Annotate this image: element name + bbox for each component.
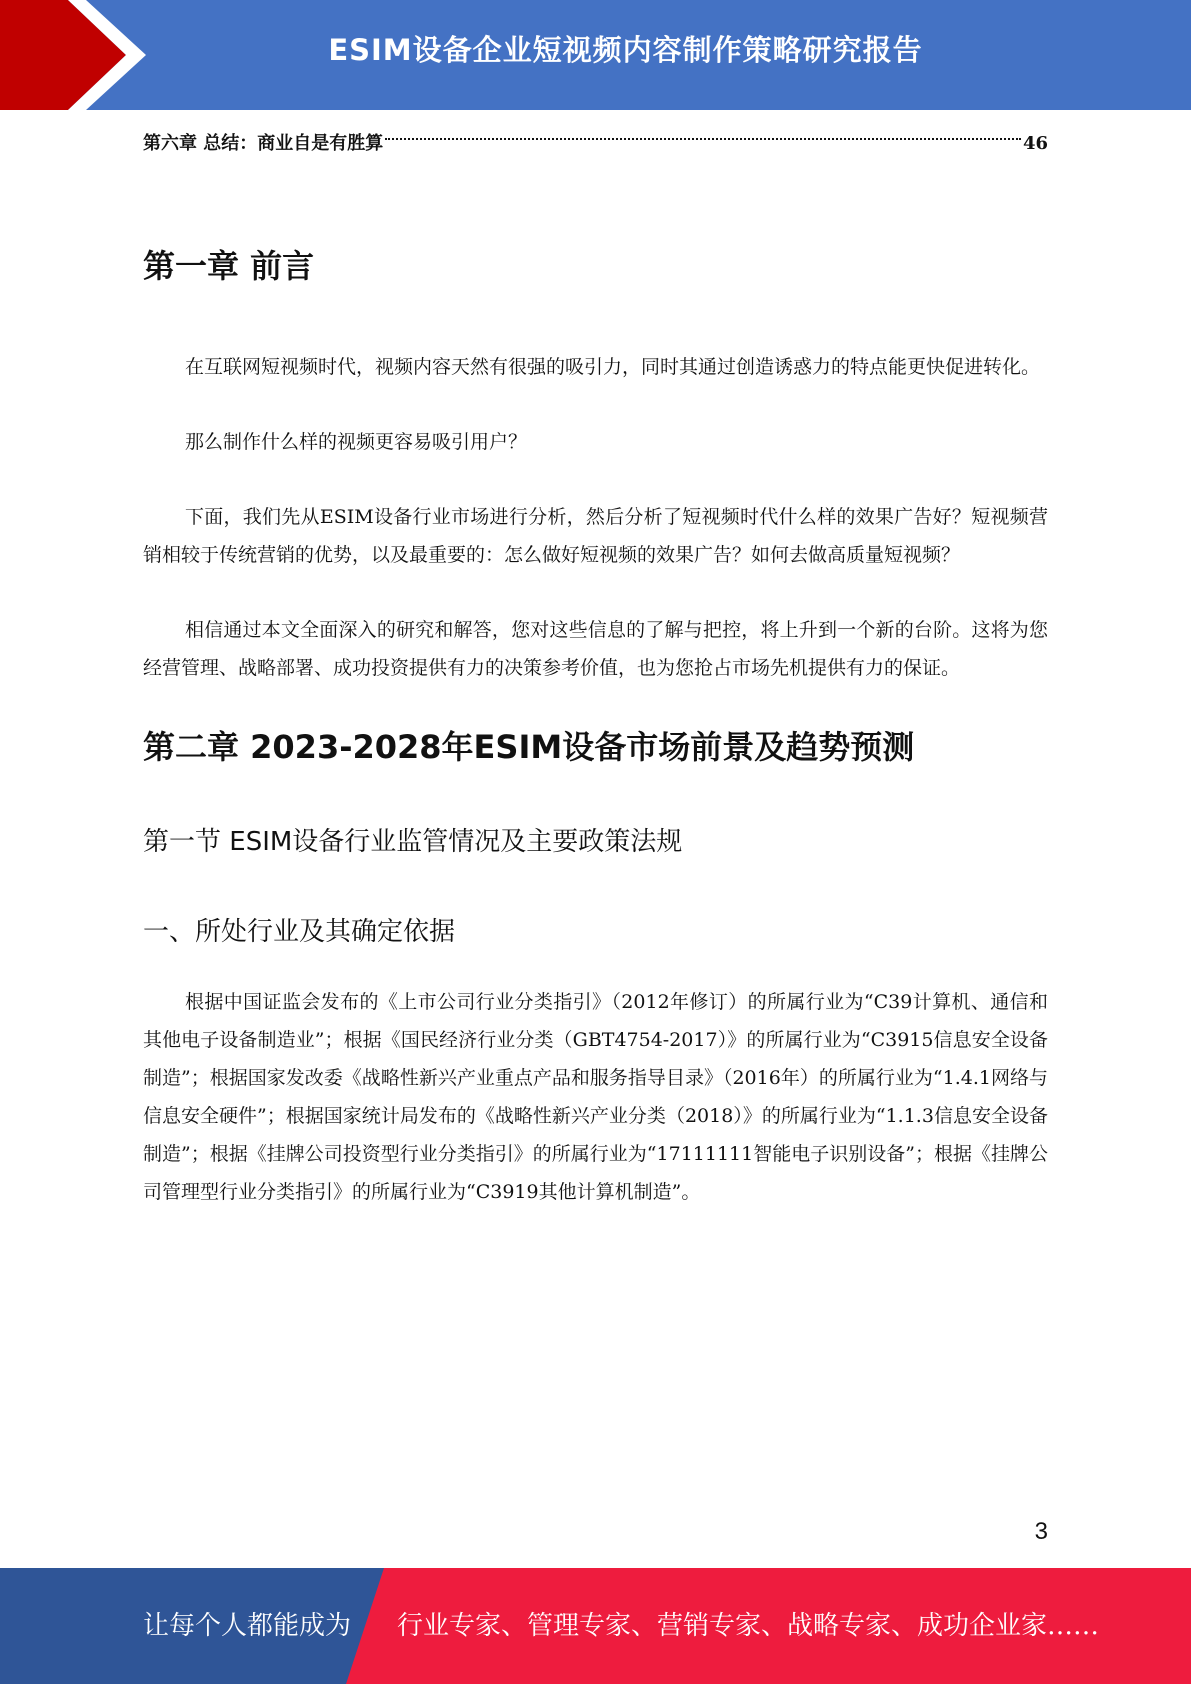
chapter-1-title: 第一章 前言	[143, 247, 315, 285]
page-header	[0, 0, 1191, 110]
chapter-1-paragraph-1: 在互联网短视频时代，视频内容天然有很强的吸引力，同时其通过创造诱惑力的特点能更快促进转化。	[185, 356, 1041, 378]
toc-entry[interactable]	[143, 120, 1048, 168]
subsection-1-title: 一、所处行业及其确定依据	[143, 917, 456, 947]
section-1-title: 第一节 ESIM设备行业监管情况及主要政策法规	[143, 827, 683, 857]
chapter-2-paragraph-1: 根据中国证监会发布的《上市公司行业分类指引》（2012年修订）的所属行业为“C39计算机、通信和其他电子设备制造业”；根据《国民经济行业分类（GBT4754-2017）》的所属行业为“C3915信息安全设备制造”；根据国家发改委《战略性新兴产业重点产品和服务指导目录》（2016年）的所属行业为“1.4.1网络与信息安全硬件”；根据国家统计局发布的《战略性新兴产业分类（2018）》的所属行业为“1.1.3信息安全设备制造”；根据《挂牌公司投资型行业分类指引》的所属行业为“17111111智能电子识别设备”；根据《挂牌公司管理型行业分类指引》的所属行业为“C3919其他计算机制造”。	[143, 991, 1048, 1203]
toc-entry-page: 46	[1022, 133, 1048, 154]
footer-slogan-right: 行业专家、管理专家、营销专家、战略专家、成功企业家……	[397, 1611, 1100, 1641]
toc-entry-label: 第六章 总结：商业自是有胜算	[143, 133, 384, 154]
chapter-1-paragraph-4: 相信通过本文全面深入的研究和解答，您对这些信息的了解与把控，将上升到一个新的台阶。这将为您经营管理、战略部署、成功投资提供有力的决策参考价值，也为您抢占市场先机提供有力的保证。	[143, 619, 1048, 679]
chapter-1-paragraph-3: 下面，我们先从ESIM设备行业市场进行分析，然后分析了短视频时代什么样的效果广告好？短视频营销相较于传统营销的优势，以及最重要的：怎么做好短视频的效果广告？如何去做高质量短视频？	[143, 506, 1048, 566]
page-content	[143, 120, 1048, 1211]
page-footer	[0, 1568, 1191, 1684]
page-number: 3	[1034, 1518, 1048, 1545]
report-title: ESIM设备企业短视频内容制作策略研究报告	[328, 33, 923, 67]
chapter-1-paragraph-2: 那么制作什么样的视频更容易吸引用户？	[185, 431, 528, 453]
footer-slogan-left: 让每个人都能成为	[143, 1611, 352, 1641]
chapter-2-title: 第二章 2023-2028年ESIM设备市场前景及趋势预测	[143, 728, 915, 766]
toc-leader-dots	[385, 138, 1021, 140]
